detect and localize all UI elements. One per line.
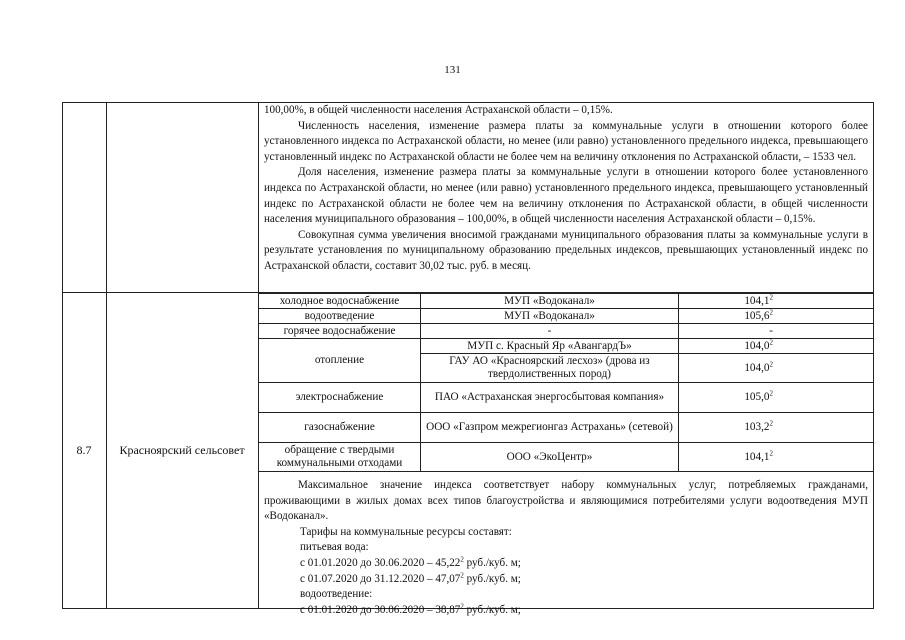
index-cell: 103,2$^2$ — [679, 413, 874, 443]
provider-cell: ООО «Газпром межрегионгаз Астрахань» (сетевой) — [421, 413, 679, 443]
paragraph: Численность населения, изменение размера платы за коммунальные услуги в отношении которого более установленного индекса по Астраханской области, но менее (или равно) установленного предельного индекса, превышающего установленный индекс по Астраханской области не более чем на величину отклонения по Астраханской области, – 1533 чел. — [264, 119, 868, 163]
service-cell: горячее водоснабжение — [259, 324, 421, 339]
provider-cell: ГАУ АО «Красноярский лесхоз» (дрова из твердолиственных пород) — [421, 354, 679, 383]
row-number: 8.7 — [76, 443, 92, 457]
index-cell: 104,0$^2$ — [679, 354, 874, 383]
provider-cell: МУП «Водоканал» — [421, 309, 679, 324]
service-cell: холодное водоснабжение — [259, 294, 421, 309]
table-row — [259, 443, 874, 472]
index-cell: 104,1$^2$ — [679, 443, 874, 472]
water-tariff-2: с 01.07.2020 до 31.12.2020 – 47,07$^2$ руб./куб. м; — [300, 570, 521, 585]
service-cell: водоотведение — [259, 309, 421, 324]
paragraph: Максимальное значение индекса соответствует набору коммунальных услуг, потребляемых гражданами, проживающими в жилых домах всех типов благоустройства и являющимися потребителями услуги водоотведения МУП «Водоканал». — [264, 479, 868, 523]
index-cell: 105,6$^2$ — [679, 309, 874, 324]
provider-cell: МУП с. Красный Яр «АвангардЪ» — [421, 339, 679, 354]
index-cell: 104,1$^2$ — [679, 294, 874, 309]
index-cell: 104,0$^2$ — [679, 339, 874, 354]
service-cell: отопление — [259, 339, 421, 383]
table-row — [259, 339, 874, 354]
table-left-border — [62, 102, 63, 609]
service-cell: газоснабжение — [259, 413, 421, 443]
table-row — [259, 324, 874, 339]
top-text-block — [264, 103, 868, 275]
bottom-text-block — [264, 478, 868, 618]
drain-label: водоотведение: — [300, 588, 373, 601]
drain-tariff-1: с 01.01.2020 до 30.06.2020 – 38,87$^2$ руб./куб. м; — [300, 602, 521, 616]
provider-cell: ПАО «Астраханская энергосбытовая компания» — [421, 383, 679, 413]
paragraph: 100,00%, в общей численности населения Астраханской области – 0,15%. — [264, 104, 613, 116]
service-cell: обращение с твердыми коммунальными отходами — [259, 443, 421, 472]
provider-cell: МУП «Водоканал» — [421, 294, 679, 309]
water-label: питьевая вода: — [300, 541, 369, 554]
table-row — [259, 294, 874, 309]
index-cell: - — [679, 324, 874, 339]
paragraph: Совокупная сумма увеличения вносимой гражданами муниципального образования платы за коммунальные услуги в результате установления по муниципальному образованию предельных индексов, превышающих установленный индекс по Астраханской области, составит 30,02 тыс. руб. в месяц. — [264, 228, 868, 272]
paragraph: Доля населения, изменение размера платы за коммунальные услуги в отношении которого более установленного индекса по Астраханской области, но менее (или равно) установленного предельного индекса, превышающего установленный индекс по Астраханской области не более чем на величину отклонения по Астраханской области, в общей численности населения муниципального образования – 100,00%, в общей численности населения Астраханской области – 0,15%. — [264, 166, 868, 226]
table-row — [259, 309, 874, 324]
table-row — [259, 383, 874, 413]
index-cell: 105,0$^2$ — [679, 383, 874, 413]
water-tariff-1: с 01.01.2020 до 30.06.2020 – 45,22$^2$ руб./куб. м; — [300, 555, 521, 569]
tariffs-intro: Тарифы на коммунальные ресурсы составят: — [300, 525, 512, 538]
provider-cell: - — [421, 324, 679, 339]
municipality-name: Красноярский сельсовет — [119, 443, 245, 457]
page-number: 131 — [444, 64, 461, 76]
table-col1-border — [106, 102, 107, 609]
provider-cell: ООО «ЭкоЦентр» — [421, 443, 679, 472]
table-row — [259, 413, 874, 443]
service-cell: электроснабжение — [259, 383, 421, 413]
utilities-table — [258, 293, 874, 472]
